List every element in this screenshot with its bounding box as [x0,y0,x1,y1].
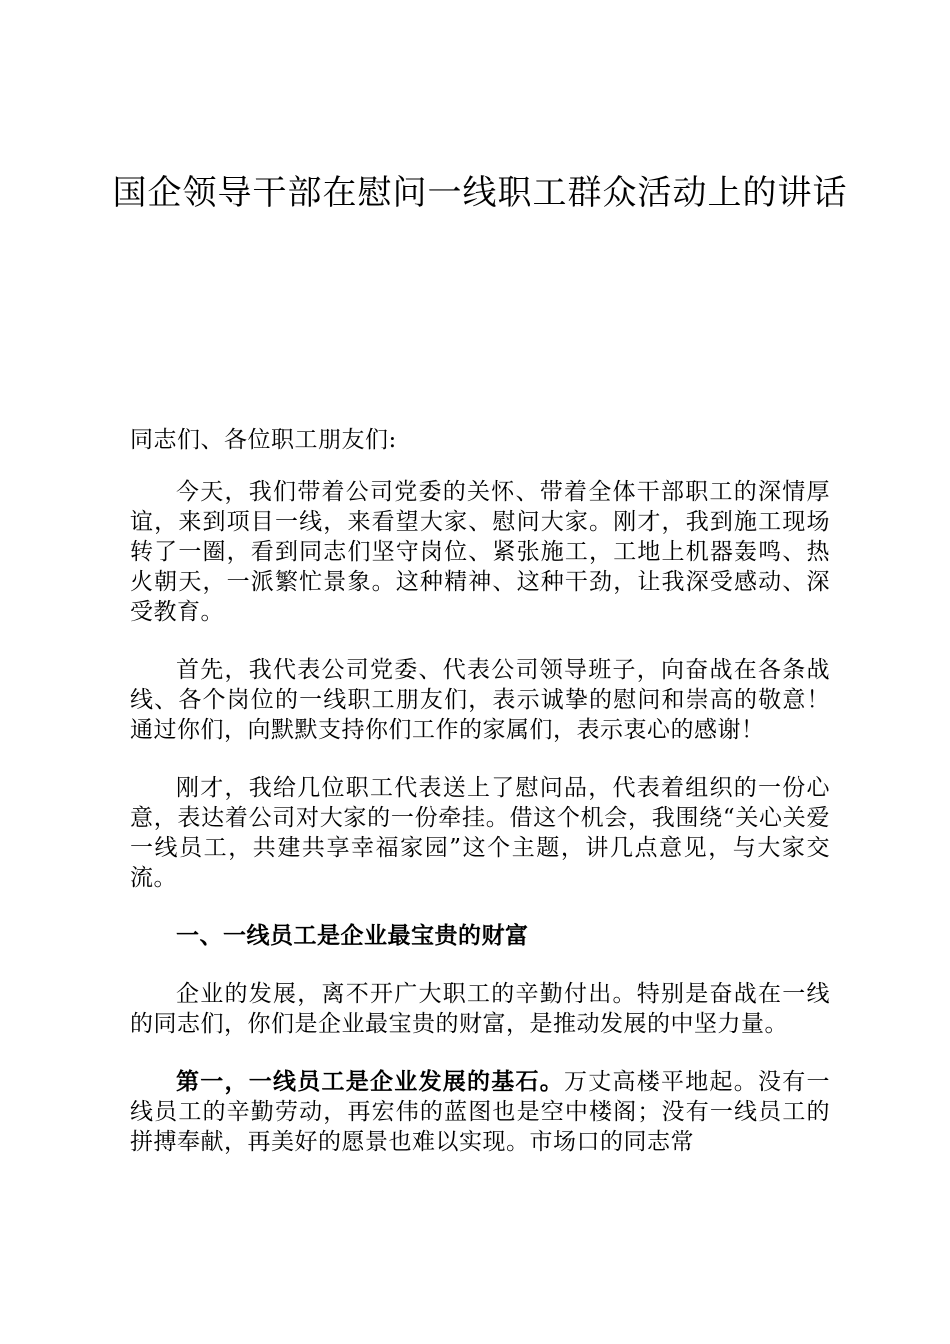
paragraph-1: 今天，我们带着公司党委的关怀、带着全体干部职工的深情厚谊，来到项目一线，来看望大家、慰问大家。刚才，我到施工现场转了一圈，看到同志们坚守岗位、紧张施工，工地上机器轰鸣、热火朝天，一派繁忙景象。这种精神、这种干劲，让我深受感动、深受教育。 [130,479,830,625]
point-paragraph [130,1067,830,1157]
point-lead: 第一，一线员工是企业发展的基石。 [176,1068,564,1095]
paragraph-2: 首先，我代表公司党委、代表公司领导班子，向奋战在各条战线、各个岗位的一线职工朋友们，表示诚挚的慰问和崇高的敬意！通过你们，向默默支持你们工作的家属们，表示衷心的感谢！ [130,657,830,743]
section-heading: 一、一线员工是企业最宝贵的财富 [176,922,529,949]
document-body [130,425,830,1185]
paragraph-3: 刚才，我给几位职工代表送上了慰问品，代表着组织的一份心意，表达着公司对大家的一份牵挂。借这个机会，我围绕“关心关爱一线员工，共建共享幸福家园”这个主题，讲几点意见，与大家交流。 [130,775,830,891]
salutation: 同志们、各位职工朋友们: [130,427,397,453]
document-title: 国企领导干部在慰问一线职工群众活动上的讲话 [112,173,848,213]
section-paragraph: 企业的发展，离不开广大职工的辛勤付出。特别是奋战在一线的同志们，你们是企业最宝贵的财富，是推动发展的中坚力量。 [130,981,830,1037]
point-text: 万丈高楼平地起。没有一线员工的辛勤劳动，再宏伟的蓝图也是空中楼阁；没有一线员工的拼搏奉献，再美好的愿景也难以实现。市场口的同志常 [130,1069,830,1155]
